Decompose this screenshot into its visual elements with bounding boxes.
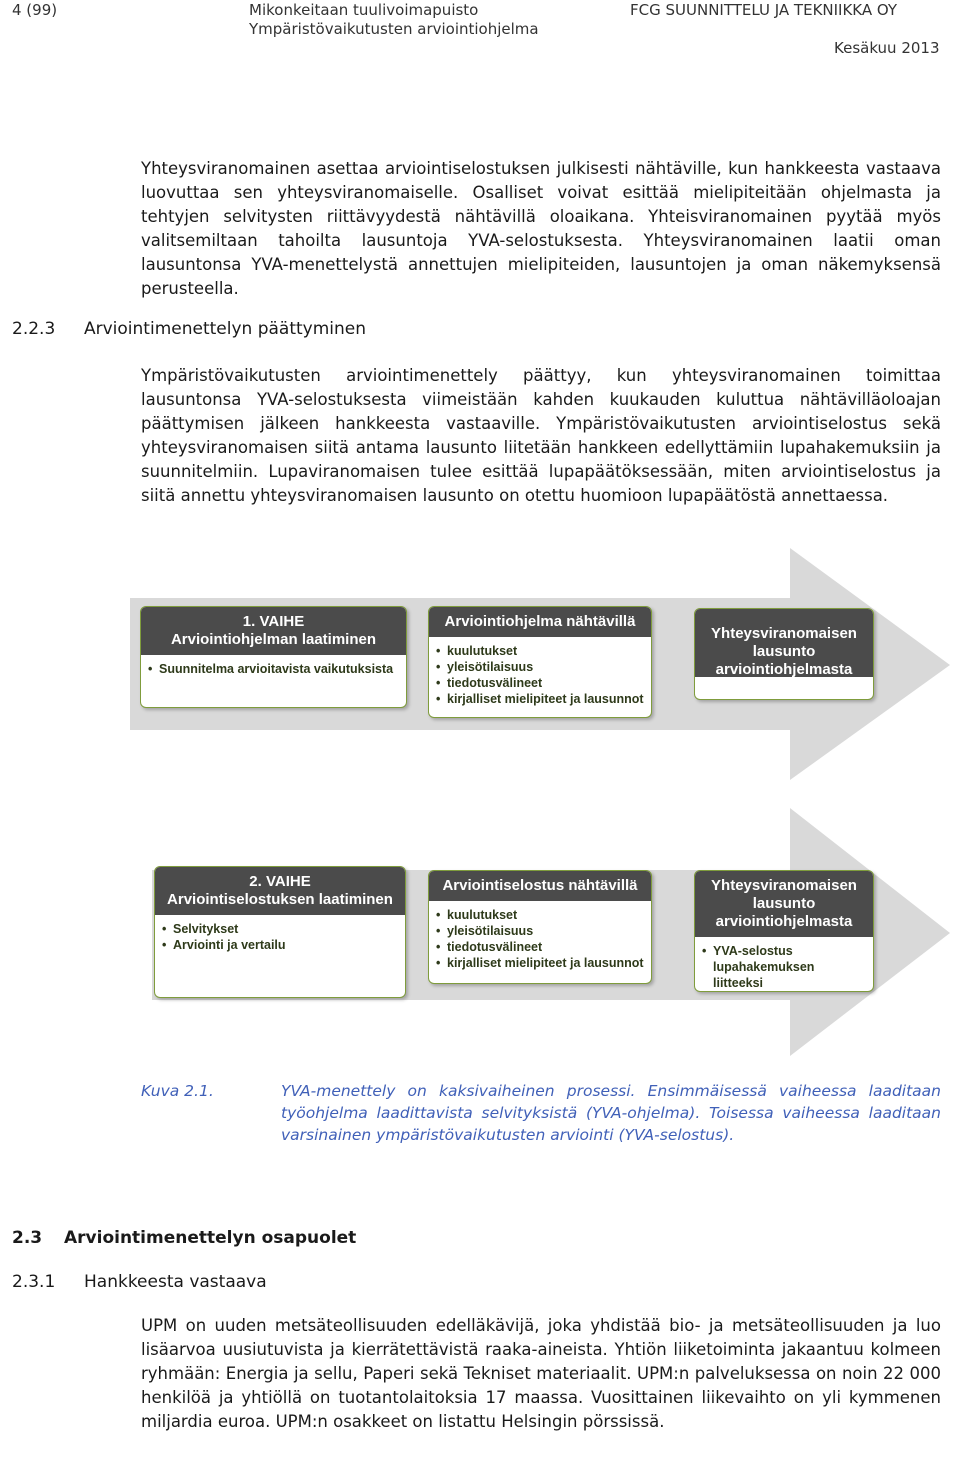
page-number: 4 (99): [12, 1, 58, 19]
list-item: • Arviointi ja vertailu: [173, 937, 399, 953]
phase1-box-statement-head: Yhteysviranomaisen lausunto arviointiohjelmasta: [695, 609, 873, 677]
section-heading-2-3-1: [12, 1272, 267, 1292]
phase2-box-report: [154, 866, 406, 998]
section-2-2-3-paragraph: [141, 364, 941, 508]
list-item: • Suunnitelma arvioitavista vaikutuksista: [159, 661, 400, 677]
section-title: Hankkeesta vastaava: [84, 1272, 267, 1292]
phase1-box-program-head: [141, 607, 406, 655]
phase2-box-public-list: [429, 907, 651, 971]
company-name: FCG SUUNNITTELU JA TEKNIIKKA OY: [630, 1, 898, 19]
phase1-box-public-list: [429, 643, 651, 707]
section-title: Arviointimenettelyn päättyminen: [84, 319, 367, 339]
phase2-box-statement-head: Yhteysviranomaisen lausunto arviointiohjelmasta: [695, 871, 873, 937]
phase2-box-report-head: [155, 867, 405, 915]
phase1-box-public-head: Arviointiohjelma nähtävillä: [429, 607, 651, 637]
section-2-2-3-text: Ympäristövaikutusten arviointimenettely päättyy, kun yhteysviranomainen toimittaa lausuntonsa YVA-selostuksesta viimeistään kahden kuukauden kuluttua nähtävilläoloajan päättymisen jälkeen hankkeesta vastaaville. Ympäristövaikutusten arviointiselostus sekä yhteysviranomaisen siitä antama lausunto liitetään hankkeen edellyttämiin lupahakemuksiin ja suunnitelmiin. Lupaviranomaisen tulee esittää lupapäätöksessään, miten arviointiselostus ja siitä annettu yhteysviranomaisen lausunto on otettu huomioon lupapäätöstä annettaessa.: [141, 366, 941, 505]
list-item: • kuulutukset: [447, 643, 645, 659]
list-item: • yleisötilaisuus: [447, 659, 645, 675]
section-number: 2.2.3: [12, 319, 56, 339]
list-item: • tiedotusvälineet: [447, 939, 645, 955]
phase-label: 1. VAIHE: [242, 613, 305, 630]
section-2-3-1-text: UPM on uuden metsäteollisuuden edelläkävijä, joka yhdistää bio- ja metsäteollisuuden ja luo lisäarvoa uusiutuvista ja kierrätettävistä raaka-aineista. Yhtiön liiketoiminta jakaantuu kolmeen ryhmään: Energia ja sellu, Paperi sekä Tekniset materiaalit. UPM:n palveluksessa on noin 22 000 henkilöä ja yhtiöllä on tuotantolaitoksia 17 maassa. Vuosittainen liikevaihto on yli kymmenen miljardia euroa. UPM:n osakkeet on listattu Helsingin pörssissä.: [141, 1316, 941, 1431]
section-heading-2-3: [12, 1228, 356, 1248]
list-item: • kirjalliset mielipiteet ja lausunnot: [447, 691, 645, 707]
list-item: • Selvitykset: [173, 921, 399, 937]
intro-paragraph-text: Yhteysviranomainen asettaa arviointiselostuksen julkisesti nähtäville, kun hankkeesta vastaava luovuttaa sen yhteysviranomaiselle. Osalliset voivat esittää mielipiteitään ohjelmasta ja tehtyjen selvitysten riittävyydestä nähtävillä oloaikana. Yhteisviranomainen pyytää myös valitsemiltaan tahoilta lausuntoja YVA-selostuksesta. Yhteysviranomainen laatii oman lausuntonsa YVA-menettelystä annettujen mielipiteiden, lausuntojen ja oman näkemyksensä perusteella.: [141, 159, 941, 298]
section-number: 2.3.1: [12, 1272, 56, 1292]
figure-caption-label: Kuva 2.1.: [141, 1082, 214, 1100]
phase2-box-statement: [694, 870, 874, 992]
document-date: Kesäkuu 2013: [834, 39, 940, 57]
section-heading-2-2-3: [12, 319, 366, 339]
intro-paragraph: [141, 157, 941, 301]
phase1-box-statement: [694, 608, 874, 700]
phase-title: Arviointiohjelman laatiminen: [170, 631, 377, 648]
project-name: Mikonkeitaan tuulivoimapuisto: [249, 1, 479, 19]
phase-title: Arviointiselostuksen laatiminen: [167, 891, 393, 908]
yva-process-diagram: [130, 540, 950, 1060]
section-2-3-1-paragraph: [141, 1314, 941, 1434]
phase1-box-program: [140, 606, 407, 708]
list-item: • yleisötilaisuus: [447, 923, 645, 939]
section-number: 2.3: [12, 1228, 43, 1248]
section-title: Arviointimenettelyn osapuolet: [64, 1228, 357, 1248]
phase2-box-public: [428, 870, 652, 984]
phase-label: 2. VAIHE: [249, 873, 311, 890]
phase2-box-report-list: [155, 921, 405, 953]
document-type: Ympäristövaikutusten arviointiohjelma: [249, 20, 539, 38]
figure-caption-text: YVA-menettely on kaksivaiheinen prosessi. Ensimmäisessä vaiheessa laaditaan työohjelma laadittavista selvityksistä (YVA-ohjelma). Toisessa vaiheessa laaditaan varsinainen ympäristövaikutusten arviointi (YVA-selostus).: [281, 1082, 941, 1144]
phase1-box-program-list: [141, 661, 406, 677]
list-item: • YVA-selostus lupahakemuksen liitteeksi: [713, 943, 867, 991]
list-item: • kirjalliset mielipiteet ja lausunnot: [447, 955, 645, 971]
list-item: • kuulutukset: [447, 907, 645, 923]
phase1-box-public: [428, 606, 652, 718]
phase2-box-public-head: Arviointiselostus nähtävillä: [429, 871, 651, 901]
list-item: • tiedotusvälineet: [447, 675, 645, 691]
phase2-box-statement-list: [695, 943, 873, 991]
